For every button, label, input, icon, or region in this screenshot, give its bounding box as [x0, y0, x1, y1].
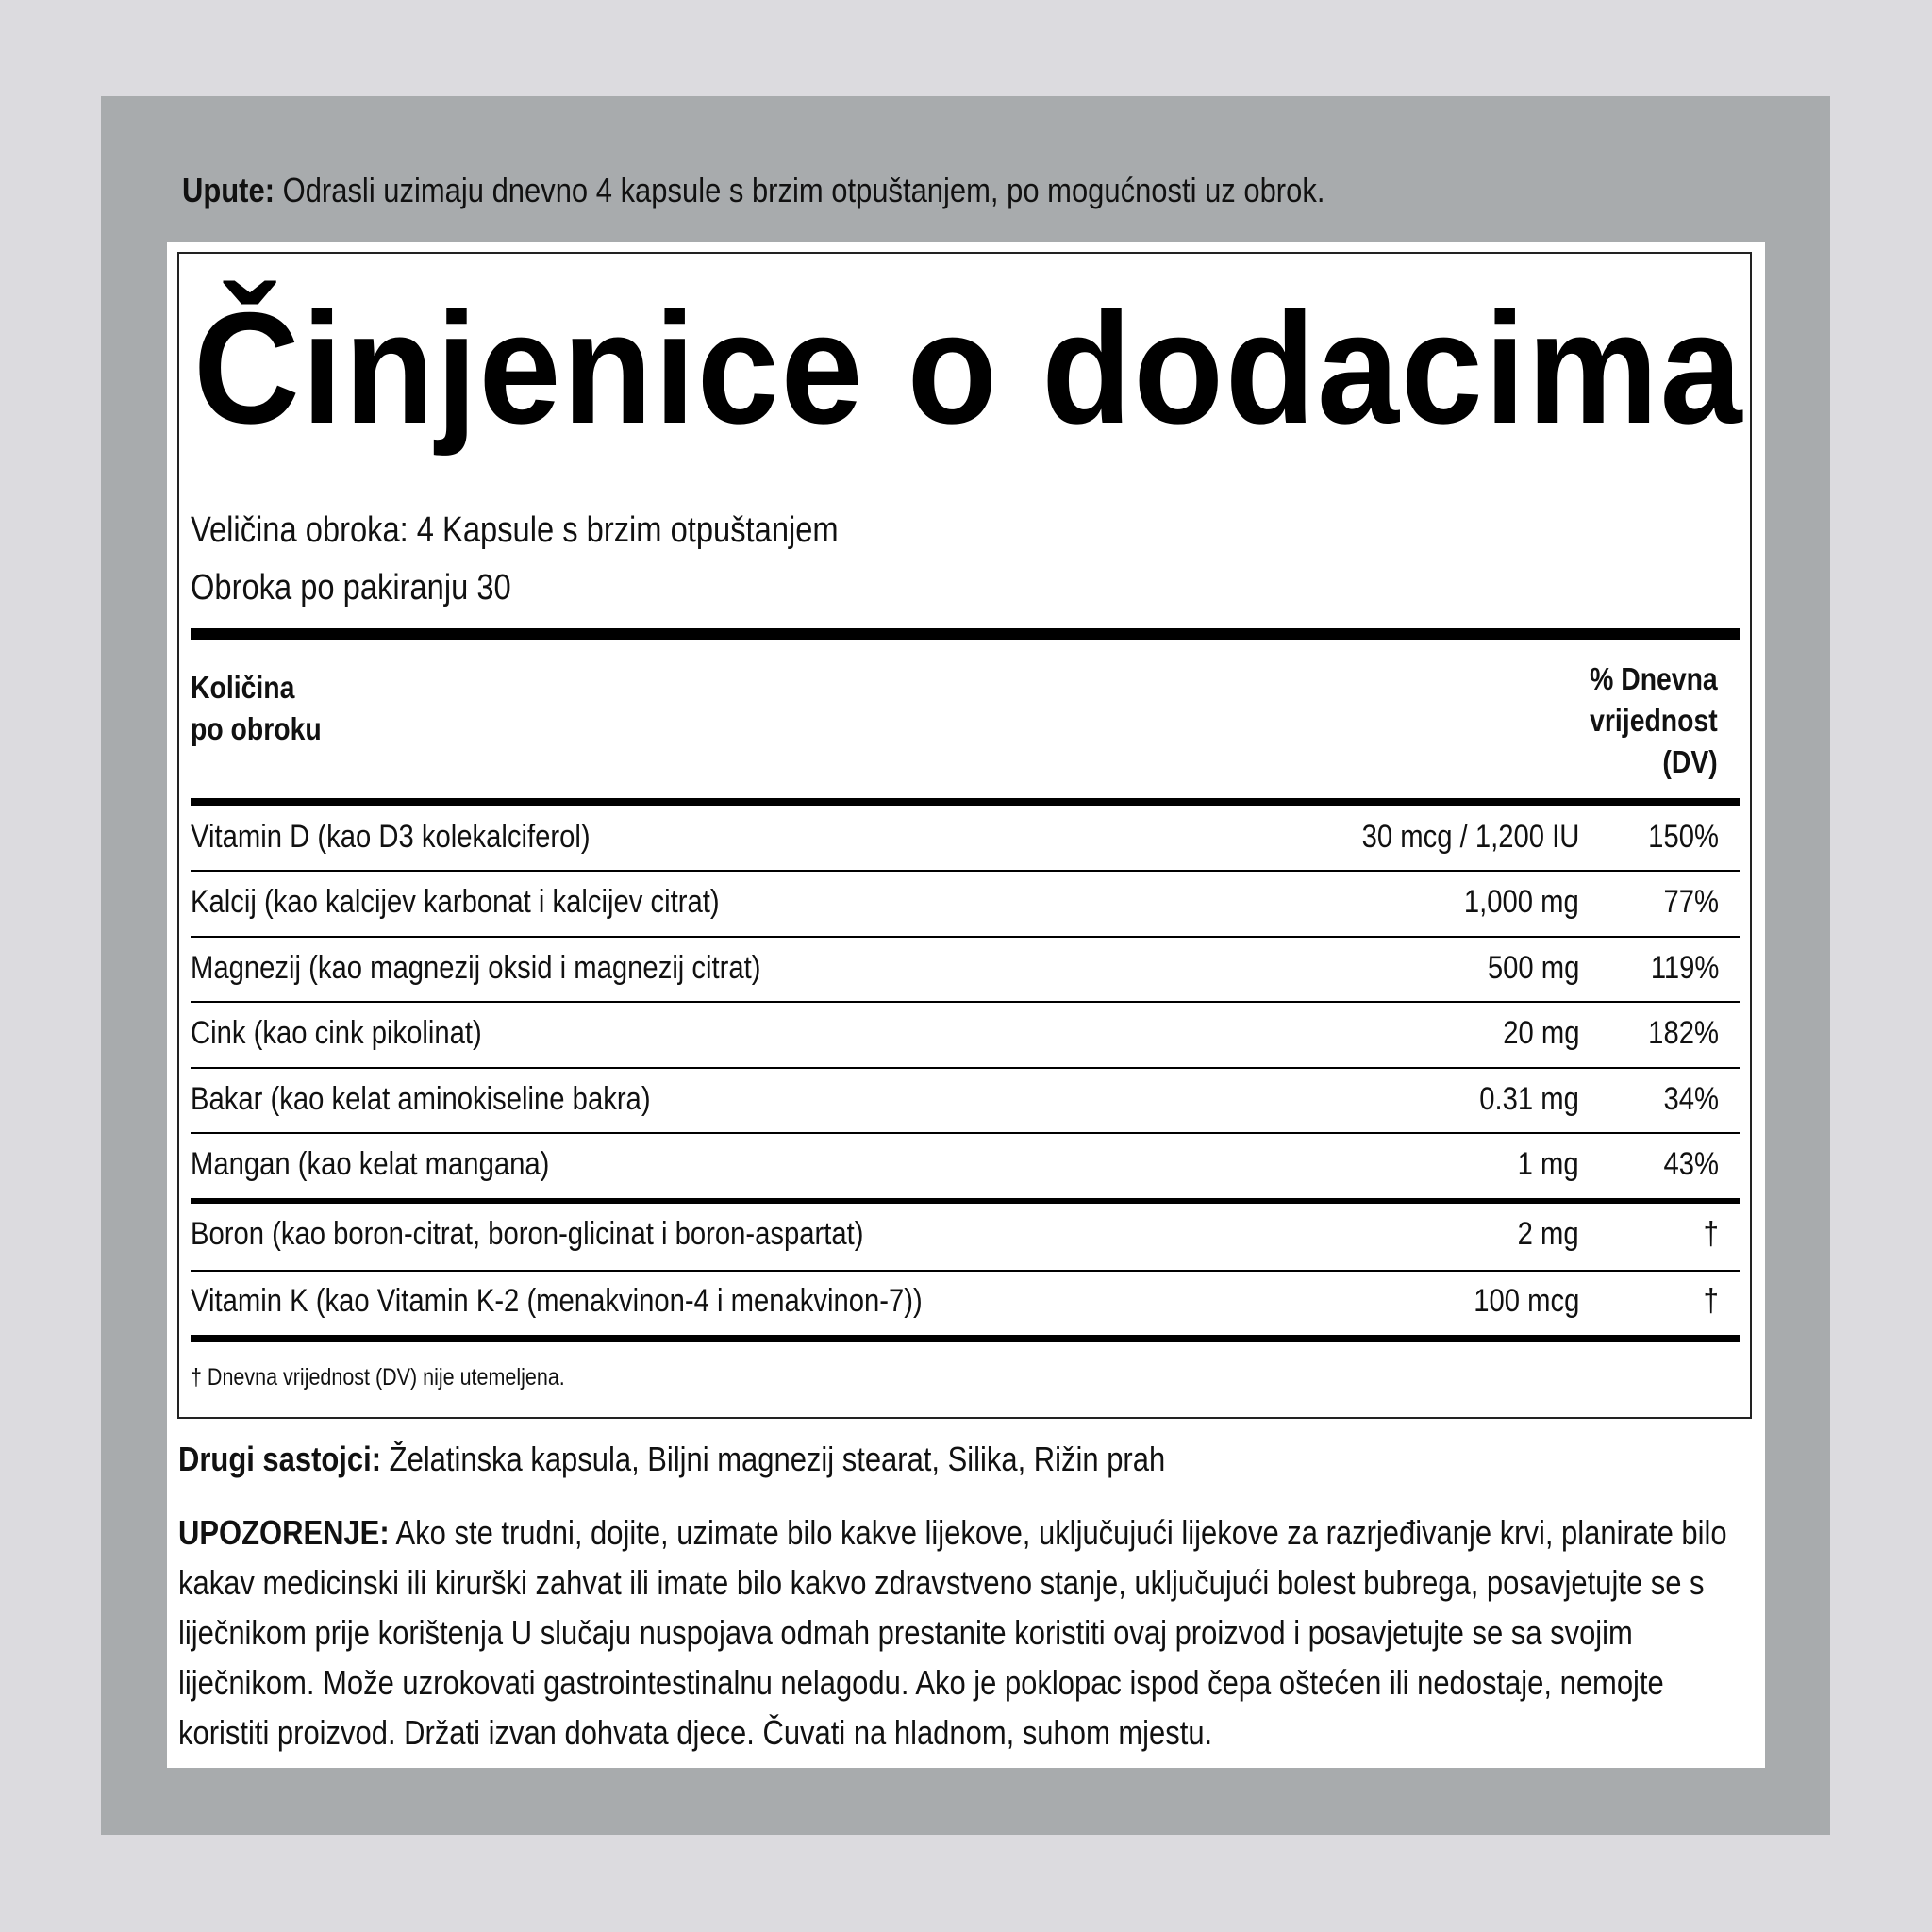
- warning-line-2: kakav medicinski ili kirurški zahvat ili imate bilo kakvo zdravstveno stanje, uključujući bolest bubrega, posavjetujte se s: [178, 1563, 1705, 1602]
- thick-divider: [191, 628, 1740, 640]
- nutrient-dv: †: [1703, 1283, 1719, 1319]
- dv-header-line-3: (DV): [1662, 744, 1718, 779]
- daily-value-header: [1590, 658, 1718, 783]
- nutrient-amount: 30 mcg / 1,200 IU: [1361, 819, 1579, 855]
- table-row: [191, 936, 1740, 1000]
- amount-header-line-2: po obroku: [191, 711, 322, 746]
- directions-body: Odrasli uzimaju dnevno 4 kapsule s brzim otpuštanjem, po mogućnosti uz obrok.: [275, 171, 1325, 209]
- nutrient-amount: 100 mcg: [1473, 1283, 1579, 1319]
- nutrient-name: Kalcij (kao kalcijev karbonat i kalcijev citrat): [191, 884, 720, 920]
- dv-header-line-1: % Dnevna: [1590, 661, 1718, 696]
- table-row: [191, 1269, 1740, 1333]
- nutrient-name: Magnezij (kao magnezij oksid i magnezij citrat): [191, 950, 761, 986]
- table-row: [191, 870, 1740, 934]
- nutrient-dv: 77%: [1663, 884, 1719, 920]
- warning-line-5: koristiti proizvod. Držati izvan dohvata djece. Čuvati na hladnom, suhom mjestu.: [178, 1713, 1213, 1752]
- nutrient-dv: 34%: [1663, 1081, 1719, 1117]
- table-row: [191, 1001, 1740, 1065]
- table-row: [191, 1067, 1740, 1131]
- page-title: Činjenice o dodacima: [193, 279, 1744, 457]
- table-row: [191, 805, 1740, 869]
- nutrient-amount: 2 mg: [1517, 1216, 1579, 1252]
- nutrient-amount: 1 mg: [1517, 1146, 1579, 1182]
- amount-per-serving-header: [191, 667, 322, 750]
- nutrient-amount: 500 mg: [1487, 950, 1579, 986]
- warning-label: UPOZORENJE:: [178, 1513, 390, 1552]
- nutrient-amount: 0.31 mg: [1479, 1081, 1579, 1117]
- dv-footnote: † Dnevna vrijednost (DV) nije utemeljena.: [191, 1364, 565, 1391]
- dv-header-line-2: vrijednost: [1590, 703, 1718, 738]
- warning-line-4: liječnikom. Može uzrokovati gastrointestinalnu nelagodu. Ako je poklopac ispod čepa oštećen ili nedostaje, nemojte: [178, 1663, 1664, 1702]
- nutrient-name: Bakar (kao kelat aminokiseline bakra): [191, 1081, 651, 1117]
- warning-line-1-text: Ako ste trudni, dojite, uzimate bilo kakve lijekove, uključujući lijekove za razrjeđivanje krvi, planirate bilo: [389, 1513, 1727, 1552]
- serving-size: Veličina obroka: 4 Kapsule s brzim otpuštanjem: [191, 510, 839, 550]
- other-ingredients-text: Želatinska kapsula, Biljni magnezij stearat, Silika, Rižin prah: [381, 1440, 1166, 1478]
- nutrient-dv: 150%: [1648, 819, 1719, 855]
- nutrient-name: Vitamin D (kao D3 kolekalciferol): [191, 819, 591, 855]
- directions-label: Upute:: [182, 171, 275, 209]
- nutrient-amount: 20 mg: [1502, 1015, 1579, 1051]
- warning-line-3: liječnikom prije korištenja U slučaju nuspojava odmah prestanite koristiti ovaj proizvod i posavjetujte se sa svojim: [178, 1613, 1633, 1652]
- servings-per-container: Obroka po pakiranju 30: [191, 568, 511, 608]
- directions-text: [182, 168, 1324, 213]
- other-ingredients-label: Drugi sastojci:: [178, 1440, 382, 1478]
- table-row: [191, 1132, 1740, 1196]
- nutrient-dv: 182%: [1648, 1015, 1719, 1051]
- nutrient-name: Cink (kao cink pikolinat): [191, 1015, 482, 1051]
- nutrient-amount: 1,000 mg: [1464, 884, 1579, 920]
- nutrient-name: Vitamin K (kao Vitamin K-2 (menakvinon-4 i menakvinon-7)): [191, 1283, 923, 1319]
- nutrient-name: Mangan (kao kelat mangana): [191, 1146, 550, 1182]
- warning-text: [178, 1507, 1769, 1757]
- other-ingredients: [178, 1436, 1165, 1483]
- amount-header-line-1: Količina: [191, 670, 295, 705]
- nutrient-name: Boron (kao boron-citrat, boron-glicinat i boron-aspartat): [191, 1216, 864, 1252]
- nutrient-dv: †: [1703, 1216, 1719, 1252]
- nutrient-dv: 43%: [1663, 1146, 1719, 1182]
- warning-line-1: [178, 1507, 1769, 1557]
- table-row: [191, 1202, 1740, 1266]
- nutrient-dv: 119%: [1650, 950, 1719, 986]
- bottom-divider: [191, 1335, 1740, 1342]
